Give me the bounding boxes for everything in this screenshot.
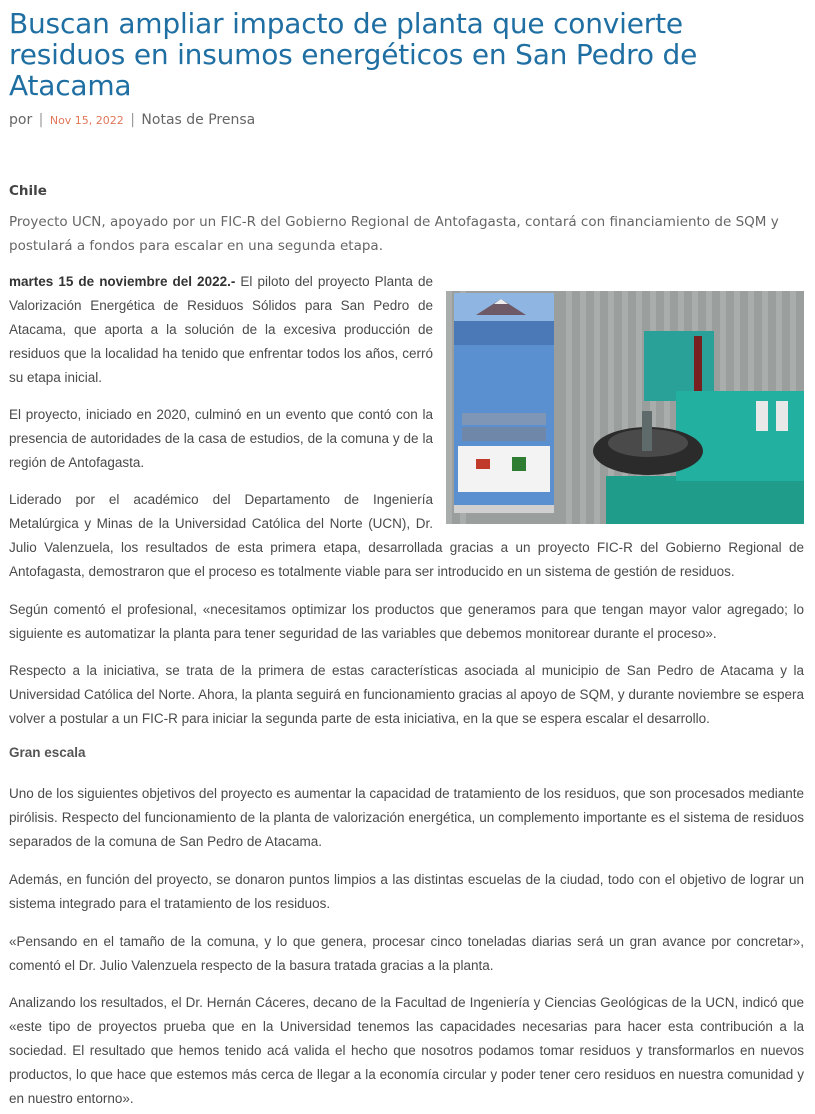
paragraph-4: Según comentó el profesional, «necesitamos optimizar los productos que generamos para que tengan mayor valor agregado; lo siguiente es automatizar la planta para tener seguridad de las variables que debemos monitorear durante el proceso». [9, 602, 804, 641]
article-photo [446, 291, 804, 524]
meta-date: Nov 15, 2022 [49, 114, 124, 127]
banner [454, 293, 554, 513]
paragraph-9: Analizando los resultados, el Dr. Hernán Cáceres, decano de la Facultad de Ingeniería y Ciencias Geológicas de la UCN, indicó que «este tipo de proyectos prueba que en la Universidad tenemos las capacidades necesarias para hacer esta contribución a la sociedad. El resultado que hemos tenido acá valida el hecho que nosotros podamos tomar residuos y transformarlos en nuevos productos, lo que hace que estemos más cerca de llegar a la economía circular y poder tener cero residuos en nuestra comunidad y en nuestro entorno». [9, 995, 804, 1106]
paragraph-7: Además, en función del proyecto, se donaron puntos limpios a las distintas escuelas de la ciudad, todo con el objetivo de lograr un sistema integrado para el tratamiento de los residuos. [9, 872, 804, 911]
meta-category-link[interactable]: Notas de Prensa [141, 112, 256, 128]
paragraph-5: Respecto a la iniciativa, se trata de la primera de estas características asociada al municipio de San Pedro de Atacama y la Universidad Católica del Norte. Ahora, la planta seguirá en funcionamiento gracias al apoyo de SQM, y durante noviembre se espera volver a postular a un FIC-R para iniciar la segunda parte de esta iniciativa, en la que se espera escalar el desarrollo. [9, 663, 804, 726]
photo-illustration [446, 291, 804, 524]
meta-separator: | [130, 112, 135, 128]
meta-separator: | [38, 112, 44, 128]
paragraph-date-strong: martes 15 de noviembre del 2022.- [9, 274, 236, 289]
article-title: Buscan ampliar impacto de planta que convierte residuos en insumos energéticos en San Pedro de Atacama [9, 7, 698, 102]
paragraph-3-line-2: Metalúrgica y Minas de la Universidad Católica del Norte (UCN), Dr. [9, 516, 433, 531]
section-heading: Gran escala [9, 745, 86, 760]
paragraph-6: Uno de los siguientes objetivos del proyecto es aumentar la capacidad de tratamiento de los residuos, que son procesados mediante pirólisis. Respecto del funcionamiento de la planta de valorización energética, un complemento importante es el sistema de residuos separados de la comuna de San Pedro de Atacama. [9, 786, 804, 849]
article-lead: Proyecto UCN, apoyado por un FIC-R del Gobierno Regional de Antofagasta, contará con financiamiento de SQM y postulará a fondos para escalar en una segunda etapa. [9, 214, 779, 254]
article-kicker: Chile [9, 183, 47, 199]
paragraph-8: «Pensando en el tamaño de la comuna, y lo que genera, procesar cinco toneladas diarias será un gran avance por concretar», comentó el Dr. Julio Valenzuela respecto de la basura tratada gracias a la planta. [9, 934, 804, 973]
paragraph-3-line-1: Liderado por el académico del Departamento de Ingeniería [9, 492, 433, 507]
meta-by: por [9, 112, 33, 128]
paragraph-1 [9, 270, 433, 390]
article-meta [9, 112, 255, 128]
paragraph-2: El proyecto, iniciado en 2020, culminó en un evento que contó con la presencia de autoridades de la casa de estudios, de la comuna y de la región de Antofagasta. [9, 407, 433, 470]
paragraph-3-rest: Julio Valenzuela, los resultados de esta primera etapa, desarrollada gracias a un proyecto FIC-R del Gobierno Regional de Antofagasta, demostraron que el proceso es totalmente viable para ser introducido en un sistema de gestión de residuos. [9, 540, 804, 579]
paragraph-1-text: El piloto del proyecto Planta de Valorización Energética de Residuos Sólidos para San Pedro de Atacama, que aporta a la solución de la excesiva producción de residuos que la localidad ha tenido que enfrentar todos los años, cerró su etapa inicial. [9, 274, 433, 385]
